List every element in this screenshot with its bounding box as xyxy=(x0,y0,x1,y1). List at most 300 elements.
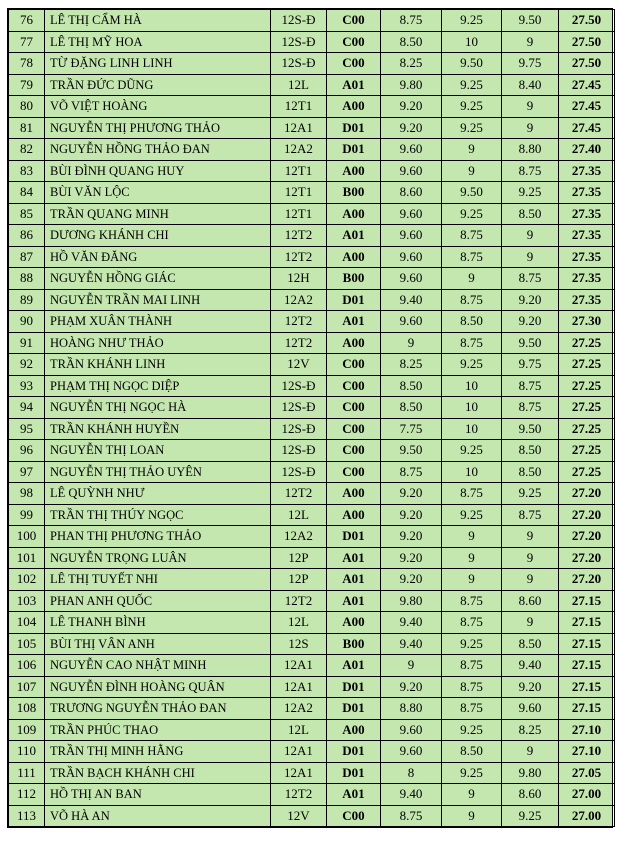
total-score-cell: 27.25 xyxy=(559,440,615,462)
subject-score-3-cell: 9.75 xyxy=(502,354,559,376)
exam-block-cell: C00 xyxy=(327,354,381,376)
subject-score-2-cell: 9.25 xyxy=(442,203,502,225)
subject-score-3-cell: 8.60 xyxy=(502,590,559,612)
table-row xyxy=(9,461,615,483)
row-number-cell: 90 xyxy=(9,311,45,333)
table-row xyxy=(9,182,615,204)
table-row xyxy=(9,397,615,419)
subject-score-2-cell: 9.25 xyxy=(442,117,502,139)
class-cell: 12T2 xyxy=(271,590,327,612)
subject-score-3-cell: 8.50 xyxy=(502,203,559,225)
subject-score-1-cell: 8.25 xyxy=(381,53,442,75)
total-score-cell: 27.15 xyxy=(559,590,615,612)
exam-block-cell: A01 xyxy=(327,311,381,333)
row-number-cell: 110 xyxy=(9,741,45,763)
student-name-cell: TRẦN THỊ THÚY NGỌC xyxy=(45,504,271,526)
subject-score-3-cell: 8.75 xyxy=(502,160,559,182)
total-score-cell: 27.35 xyxy=(559,203,615,225)
subject-score-2-cell: 8.75 xyxy=(442,289,502,311)
subject-score-1-cell: 9.80 xyxy=(381,590,442,612)
total-score-cell: 27.10 xyxy=(559,741,615,763)
class-cell: 12P xyxy=(271,569,327,591)
subject-score-1-cell: 9.60 xyxy=(381,311,442,333)
subject-score-3-cell: 9 xyxy=(502,96,559,118)
subject-score-1-cell: 9.20 xyxy=(381,526,442,548)
total-score-cell: 27.50 xyxy=(559,10,615,32)
subject-score-3-cell: 8.80 xyxy=(502,139,559,161)
exam-block-cell: A00 xyxy=(327,483,381,505)
table-row xyxy=(9,762,615,784)
subject-score-3-cell: 9 xyxy=(502,547,559,569)
subject-score-1-cell: 9.80 xyxy=(381,74,442,96)
total-score-cell: 27.25 xyxy=(559,332,615,354)
student-name-cell: BÙI THỊ VÂN ANH xyxy=(45,633,271,655)
subject-score-1-cell: 8.50 xyxy=(381,375,442,397)
subject-score-1-cell: 9.60 xyxy=(381,139,442,161)
class-cell: 12L xyxy=(271,504,327,526)
class-cell: 12T2 xyxy=(271,225,327,247)
subject-score-2-cell: 9 xyxy=(442,569,502,591)
subject-score-1-cell: 8.75 xyxy=(381,10,442,32)
student-name-cell: LÊ THỊ TUYẾT NHI xyxy=(45,569,271,591)
subject-score-1-cell: 8.60 xyxy=(381,182,442,204)
class-cell: 12S-Đ xyxy=(271,31,327,53)
subject-score-3-cell: 9 xyxy=(502,31,559,53)
subject-score-3-cell: 9.20 xyxy=(502,289,559,311)
row-number-cell: 98 xyxy=(9,483,45,505)
exam-block-cell: D01 xyxy=(327,289,381,311)
subject-score-2-cell: 9.25 xyxy=(442,440,502,462)
student-name-cell: TRƯƠNG NGUYỄN THẢO ĐAN xyxy=(45,698,271,720)
exam-block-cell: C00 xyxy=(327,10,381,32)
table-row xyxy=(9,203,615,225)
subject-score-1-cell: 8.80 xyxy=(381,698,442,720)
class-cell: 12A2 xyxy=(271,698,327,720)
student-name-cell: TRẦN THỊ MINH HẰNG xyxy=(45,741,271,763)
subject-score-3-cell: 9.50 xyxy=(502,418,559,440)
total-score-cell: 27.10 xyxy=(559,719,615,741)
subject-score-1-cell: 9.40 xyxy=(381,633,442,655)
subject-score-3-cell: 9.25 xyxy=(502,182,559,204)
subject-score-2-cell: 8.75 xyxy=(442,246,502,268)
class-cell: 12S-Đ xyxy=(271,53,327,75)
row-number-cell: 109 xyxy=(9,719,45,741)
table-row xyxy=(9,74,615,96)
student-name-cell: PHAN ANH QUỐC xyxy=(45,590,271,612)
class-cell: 12A2 xyxy=(271,139,327,161)
total-score-cell: 27.25 xyxy=(559,461,615,483)
subject-score-1-cell: 9.20 xyxy=(381,96,442,118)
exam-block-cell: C00 xyxy=(327,418,381,440)
subject-score-2-cell: 9 xyxy=(442,268,502,290)
row-number-cell: 111 xyxy=(9,762,45,784)
subject-score-3-cell: 8.75 xyxy=(502,504,559,526)
subject-score-3-cell: 9.50 xyxy=(502,332,559,354)
row-number-cell: 81 xyxy=(9,117,45,139)
row-number-cell: 84 xyxy=(9,182,45,204)
row-number-cell: 104 xyxy=(9,612,45,634)
student-name-cell: HỒ THỊ AN BAN xyxy=(45,784,271,806)
student-name-cell: HỒ VĂN ĐĂNG xyxy=(45,246,271,268)
exam-block-cell: D01 xyxy=(327,676,381,698)
row-number-cell: 96 xyxy=(9,440,45,462)
subject-score-1-cell: 9.20 xyxy=(381,569,442,591)
class-cell: 12A1 xyxy=(271,117,327,139)
table-row xyxy=(9,31,615,53)
subject-score-2-cell: 8.75 xyxy=(442,590,502,612)
table-row xyxy=(9,160,615,182)
subject-score-3-cell: 9 xyxy=(502,246,559,268)
row-number-cell: 83 xyxy=(9,160,45,182)
class-cell: 12S-Đ xyxy=(271,461,327,483)
table-row xyxy=(9,719,615,741)
student-name-cell: PHẠM THỊ NGỌC DIỆP xyxy=(45,375,271,397)
row-number-cell: 94 xyxy=(9,397,45,419)
subject-score-1-cell: 8 xyxy=(381,762,442,784)
subject-score-1-cell: 9.50 xyxy=(381,440,442,462)
exam-block-cell: A00 xyxy=(327,96,381,118)
student-name-cell: HOÀNG NHƯ THẢO xyxy=(45,332,271,354)
total-score-cell: 27.00 xyxy=(559,784,615,806)
row-number-cell: 80 xyxy=(9,96,45,118)
class-cell: 12A1 xyxy=(271,762,327,784)
row-number-cell: 91 xyxy=(9,332,45,354)
subject-score-3-cell: 9.50 xyxy=(502,10,559,32)
total-score-cell: 27.20 xyxy=(559,483,615,505)
exam-block-cell: A01 xyxy=(327,547,381,569)
subject-score-3-cell: 8.75 xyxy=(502,268,559,290)
subject-score-3-cell: 8.75 xyxy=(502,397,559,419)
row-number-cell: 92 xyxy=(9,354,45,376)
student-name-cell: NGUYỄN THỊ PHƯƠNG THẢO xyxy=(45,117,271,139)
score-table xyxy=(8,9,615,827)
exam-block-cell: B00 xyxy=(327,268,381,290)
subject-score-1-cell: 9.40 xyxy=(381,784,442,806)
class-cell: 12S-Đ xyxy=(271,397,327,419)
exam-block-cell: A00 xyxy=(327,612,381,634)
subject-score-2-cell: 10 xyxy=(442,31,502,53)
row-number-cell: 100 xyxy=(9,526,45,548)
subject-score-3-cell: 9 xyxy=(502,569,559,591)
subject-score-1-cell: 8.75 xyxy=(381,805,442,827)
total-score-cell: 27.15 xyxy=(559,612,615,634)
student-name-cell: PHAN THỊ PHƯƠNG THẢO xyxy=(45,526,271,548)
table-body xyxy=(9,10,615,827)
table-row xyxy=(9,268,615,290)
student-name-cell: TRẦN BẠCH KHÁNH CHI xyxy=(45,762,271,784)
table-row xyxy=(9,332,615,354)
total-score-cell: 27.50 xyxy=(559,53,615,75)
student-name-cell: BÙI ĐÌNH QUANG HUY xyxy=(45,160,271,182)
total-score-cell: 27.20 xyxy=(559,569,615,591)
row-number-cell: 88 xyxy=(9,268,45,290)
subject-score-3-cell: 8.50 xyxy=(502,633,559,655)
subject-score-3-cell: 9.80 xyxy=(502,762,559,784)
exam-block-cell: C00 xyxy=(327,53,381,75)
subject-score-2-cell: 9 xyxy=(442,805,502,827)
table-row xyxy=(9,289,615,311)
total-score-cell: 27.15 xyxy=(559,698,615,720)
subject-score-2-cell: 8.75 xyxy=(442,612,502,634)
subject-score-2-cell: 9.25 xyxy=(442,354,502,376)
exam-block-cell: D01 xyxy=(327,741,381,763)
row-number-cell: 108 xyxy=(9,698,45,720)
student-name-cell: LÊ THỊ MỸ HOA xyxy=(45,31,271,53)
total-score-cell: 27.35 xyxy=(559,246,615,268)
class-cell: 12L xyxy=(271,612,327,634)
class-cell: 12L xyxy=(271,719,327,741)
exam-block-cell: A00 xyxy=(327,160,381,182)
class-cell: 12S xyxy=(271,633,327,655)
student-name-cell: TỪ ĐẶNG LINH LINH xyxy=(45,53,271,75)
subject-score-2-cell: 8.75 xyxy=(442,332,502,354)
class-cell: 12S-Đ xyxy=(271,10,327,32)
subject-score-2-cell: 9.25 xyxy=(442,74,502,96)
subject-score-2-cell: 8.50 xyxy=(442,311,502,333)
subject-score-3-cell: 9 xyxy=(502,612,559,634)
student-name-cell: NGUYỄN TRỌNG LUÂN xyxy=(45,547,271,569)
student-name-cell: VÕ VIỆT HOÀNG xyxy=(45,96,271,118)
subject-score-2-cell: 9 xyxy=(442,547,502,569)
subject-score-2-cell: 10 xyxy=(442,375,502,397)
row-number-cell: 106 xyxy=(9,655,45,677)
row-number-cell: 87 xyxy=(9,246,45,268)
exam-block-cell: C00 xyxy=(327,805,381,827)
subject-score-3-cell: 8.75 xyxy=(502,375,559,397)
class-cell: 12P xyxy=(271,547,327,569)
student-name-cell: TRẦN KHÁNH LINH xyxy=(45,354,271,376)
subject-score-2-cell: 8.50 xyxy=(442,741,502,763)
class-cell: 12L xyxy=(271,74,327,96)
subject-score-2-cell: 9 xyxy=(442,139,502,161)
class-cell: 12S-Đ xyxy=(271,440,327,462)
class-cell: 12A1 xyxy=(271,741,327,763)
table-row xyxy=(9,311,615,333)
total-score-cell: 27.25 xyxy=(559,354,615,376)
exam-block-cell: A01 xyxy=(327,569,381,591)
total-score-cell: 27.35 xyxy=(559,289,615,311)
subject-score-1-cell: 9.20 xyxy=(381,547,442,569)
subject-score-1-cell: 9.60 xyxy=(381,268,442,290)
subject-score-3-cell: 9.20 xyxy=(502,676,559,698)
subject-score-2-cell: 8.75 xyxy=(442,655,502,677)
table-row xyxy=(9,612,615,634)
subject-score-3-cell: 9.75 xyxy=(502,53,559,75)
subject-score-1-cell: 9.60 xyxy=(381,225,442,247)
class-cell: 12S-Đ xyxy=(271,375,327,397)
subject-score-2-cell: 8.75 xyxy=(442,483,502,505)
total-score-cell: 27.00 xyxy=(559,805,615,827)
class-cell: 12T1 xyxy=(271,160,327,182)
exam-block-cell: B00 xyxy=(327,182,381,204)
subject-score-2-cell: 8.75 xyxy=(442,225,502,247)
exam-block-cell: A00 xyxy=(327,504,381,526)
row-number-cell: 112 xyxy=(9,784,45,806)
exam-block-cell: A00 xyxy=(327,719,381,741)
exam-block-cell: D01 xyxy=(327,762,381,784)
table-row xyxy=(9,440,615,462)
student-name-cell: TRẦN QUANG MINH xyxy=(45,203,271,225)
student-name-cell: NGUYỄN THỊ NGỌC HÀ xyxy=(45,397,271,419)
row-number-cell: 86 xyxy=(9,225,45,247)
exam-block-cell: D01 xyxy=(327,526,381,548)
subject-score-3-cell: 8.60 xyxy=(502,784,559,806)
table-row xyxy=(9,246,615,268)
subject-score-1-cell: 9.60 xyxy=(381,203,442,225)
subject-score-1-cell: 9 xyxy=(381,655,442,677)
class-cell: 12V xyxy=(271,805,327,827)
subject-score-2-cell: 9 xyxy=(442,784,502,806)
subject-score-2-cell: 9.50 xyxy=(442,182,502,204)
class-cell: 12T2 xyxy=(271,483,327,505)
row-number-cell: 76 xyxy=(9,10,45,32)
subject-score-1-cell: 9.60 xyxy=(381,741,442,763)
row-number-cell: 79 xyxy=(9,74,45,96)
row-number-cell: 105 xyxy=(9,633,45,655)
table-row xyxy=(9,10,615,32)
exam-block-cell: A00 xyxy=(327,203,381,225)
subject-score-2-cell: 9.25 xyxy=(442,10,502,32)
table-row xyxy=(9,225,615,247)
subject-score-2-cell: 10 xyxy=(442,397,502,419)
subject-score-2-cell: 9.25 xyxy=(442,96,502,118)
table-row xyxy=(9,590,615,612)
exam-block-cell: D01 xyxy=(327,698,381,720)
total-score-cell: 27.20 xyxy=(559,547,615,569)
row-number-cell: 107 xyxy=(9,676,45,698)
subject-score-2-cell: 9.25 xyxy=(442,719,502,741)
table-row xyxy=(9,483,615,505)
class-cell: 12T1 xyxy=(271,182,327,204)
class-cell: 12A2 xyxy=(271,289,327,311)
row-number-cell: 93 xyxy=(9,375,45,397)
student-name-cell: TRẦN ĐỨC DŨNG xyxy=(45,74,271,96)
table-row xyxy=(9,117,615,139)
exam-block-cell: C00 xyxy=(327,461,381,483)
subject-score-3-cell: 9.25 xyxy=(502,483,559,505)
exam-block-cell: C00 xyxy=(327,375,381,397)
student-name-cell: BÙI VĂN LỘC xyxy=(45,182,271,204)
table-row xyxy=(9,655,615,677)
subject-score-3-cell: 9.20 xyxy=(502,311,559,333)
row-number-cell: 97 xyxy=(9,461,45,483)
table-row xyxy=(9,676,615,698)
class-cell: 12T2 xyxy=(271,246,327,268)
student-name-cell: NGUYỄN ĐÌNH HOÀNG QUÂN xyxy=(45,676,271,698)
exam-block-cell: A01 xyxy=(327,784,381,806)
row-number-cell: 78 xyxy=(9,53,45,75)
subject-score-1-cell: 9.20 xyxy=(381,117,442,139)
subject-score-2-cell: 8.75 xyxy=(442,698,502,720)
subject-score-2-cell: 10 xyxy=(442,461,502,483)
class-cell: 12T1 xyxy=(271,96,327,118)
student-name-cell: LÊ QUỲNH NHƯ xyxy=(45,483,271,505)
row-number-cell: 101 xyxy=(9,547,45,569)
total-score-cell: 27.35 xyxy=(559,225,615,247)
subject-score-1-cell: 7.75 xyxy=(381,418,442,440)
class-cell: 12A2 xyxy=(271,526,327,548)
exam-block-cell: C00 xyxy=(327,31,381,53)
subject-score-3-cell: 8.50 xyxy=(502,461,559,483)
subject-score-2-cell: 10 xyxy=(442,418,502,440)
subject-score-1-cell: 9.40 xyxy=(381,612,442,634)
subject-score-3-cell: 8.25 xyxy=(502,719,559,741)
total-score-cell: 27.15 xyxy=(559,633,615,655)
class-cell: 12A1 xyxy=(271,655,327,677)
table-row xyxy=(9,354,615,376)
student-name-cell: VÕ HÀ AN xyxy=(45,805,271,827)
exam-block-cell: B00 xyxy=(327,633,381,655)
subject-score-3-cell: 8.40 xyxy=(502,74,559,96)
total-score-cell: 27.50 xyxy=(559,31,615,53)
table-row xyxy=(9,547,615,569)
row-number-cell: 89 xyxy=(9,289,45,311)
total-score-cell: 27.05 xyxy=(559,762,615,784)
table-row xyxy=(9,698,615,720)
total-score-cell: 27.20 xyxy=(559,504,615,526)
table-row xyxy=(9,504,615,526)
class-cell: 12H xyxy=(271,268,327,290)
row-number-cell: 103 xyxy=(9,590,45,612)
subject-score-3-cell: 9.25 xyxy=(502,805,559,827)
exam-block-cell: A01 xyxy=(327,655,381,677)
subject-score-3-cell: 9 xyxy=(502,117,559,139)
subject-score-2-cell: 9 xyxy=(442,160,502,182)
class-cell: 12T2 xyxy=(271,332,327,354)
exam-block-cell: D01 xyxy=(327,117,381,139)
row-number-cell: 82 xyxy=(9,139,45,161)
subject-score-3-cell: 9.40 xyxy=(502,655,559,677)
row-number-cell: 95 xyxy=(9,418,45,440)
subject-score-1-cell: 9.60 xyxy=(381,719,442,741)
exam-block-cell: A00 xyxy=(327,332,381,354)
student-name-cell: NGUYỄN HỒNG GIÁC xyxy=(45,268,271,290)
row-number-cell: 102 xyxy=(9,569,45,591)
row-number-cell: 99 xyxy=(9,504,45,526)
total-score-cell: 27.45 xyxy=(559,117,615,139)
subject-score-2-cell: 9.25 xyxy=(442,504,502,526)
total-score-cell: 27.45 xyxy=(559,96,615,118)
table-row xyxy=(9,741,615,763)
subject-score-1-cell: 8.50 xyxy=(381,31,442,53)
class-cell: 12V xyxy=(271,354,327,376)
class-cell: 12T2 xyxy=(271,784,327,806)
table-row xyxy=(9,53,615,75)
subject-score-1-cell: 8.75 xyxy=(381,461,442,483)
table-row xyxy=(9,805,615,827)
exam-block-cell: A01 xyxy=(327,74,381,96)
total-score-cell: 27.25 xyxy=(559,375,615,397)
student-name-cell: NGUYỄN HỒNG THẢO ĐAN xyxy=(45,139,271,161)
exam-block-cell: C00 xyxy=(327,440,381,462)
student-name-cell: TRẦN KHÁNH HUYỀN xyxy=(45,418,271,440)
subject-score-1-cell: 9.40 xyxy=(381,289,442,311)
table-row xyxy=(9,375,615,397)
subject-score-2-cell: 9 xyxy=(442,526,502,548)
total-score-cell: 27.30 xyxy=(559,311,615,333)
subject-score-1-cell: 9 xyxy=(381,332,442,354)
student-name-cell: LÊ THANH BÌNH xyxy=(45,612,271,634)
row-number-cell: 113 xyxy=(9,805,45,827)
student-name-cell: PHẠM XUÂN THÀNH xyxy=(45,311,271,333)
total-score-cell: 27.35 xyxy=(559,268,615,290)
subject-score-1-cell: 9.60 xyxy=(381,246,442,268)
total-score-cell: 27.35 xyxy=(559,182,615,204)
subject-score-2-cell: 8.75 xyxy=(442,676,502,698)
student-name-cell: NGUYỄN CAO NHẬT MINH xyxy=(45,655,271,677)
student-name-cell: NGUYỄN THỊ LOAN xyxy=(45,440,271,462)
student-name-cell: NGUYỄN TRẦN MAI LINH xyxy=(45,289,271,311)
